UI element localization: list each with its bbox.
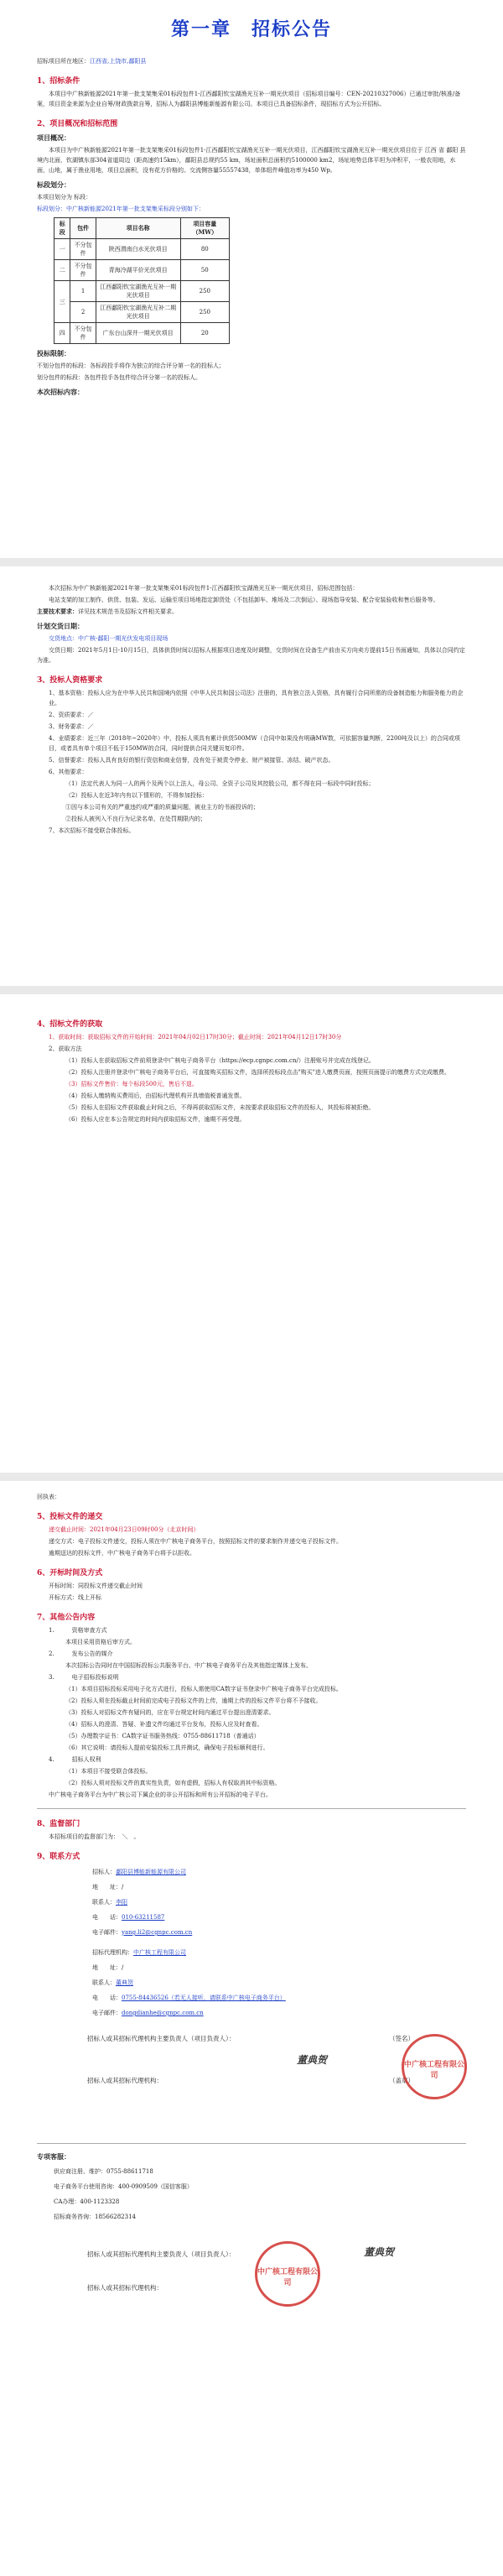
scope-intro: 本次招标为中广核新能源2021年第一批支架集采01标段包件1-江西鄱阳钦宝湖渔光互补一期光伏项目，招标范围包括： [49,585,359,592]
signature-image: 董典贺 [297,2054,328,2066]
col-project: 项目名称 [96,218,180,239]
rule-2: 划分包件的标段：各包件投手各包件综合评分第一名的投标人。 [37,374,201,381]
hotline-3: CA办理：400-1123328 [54,2198,120,2205]
delivery-date: 交货日期：2021年5月1日-10月15日，具体供货时间以招标人根据项目进度及时调整，交货时间在设备生产前由买方向卖方提前15日书面通知，具体以合同约定为准。 [37,647,465,664]
overview-body: 本项目为中广核新能源2021年第一批支架集采01标段包件1-江西鄱阳钦宝湖渔光互补一期光伏项目，江西鄱阳钦宝湖渔光互补一期光伏项目位于 江西 省 鄱阳 县境内北面，钦湖镇东部304省道周边（距高速约15km），鄱阳县总规约55 km，场址面积总面积约5100000 km2，场址地势总体平坦为冲积平，一般农用地，水面，山地，属于渔业用地，项目总面积，没有花方价格的。交流侧容量55557438，单体组件峰值功率为450 Wp。 [37,147,466,174]
plan-heading: 计划交货日期： [37,622,84,630]
region-value: 江西省,上饶市,鄱阳县 [90,58,147,65]
section-3-heading: 3、投标人资格要求 [37,676,103,685]
hotline-4: 招标商务咨询：18566282314 [54,2214,136,2220]
chapter-title: 第一章 招标公告 [170,18,332,40]
receipt-label: 回执表： [37,1494,60,1500]
scope-detail: 电站支架的加工制作、供货、包装、发运、运输至项目场地指定卸货处（不包括卸车、堆场及二次倒运）、现场指导安装、配合安装验收和售后服务等。 [49,597,439,603]
open-time: 开标时间：同投标文件递交截止时间 [49,1583,143,1589]
misc-3b: （2）投标人须在投标截止时间前完成电子投标文件的上传，逾期上传的投标文件平台将不予接收。 [65,1697,322,1704]
signature-line-3: 招标人或其招标代理机构主要负责人（项目负责人）： 董典贺 [87,2246,395,2258]
misc-3c: （3）投标人对招标文件有疑问的，应在平台规定时间内通过平台提出澄清要求。 [65,1709,275,1716]
contact-owner-mail: 电子邮件：yang.li2@cgnpc.com.cn [92,1929,193,1936]
qual-2: 2、资质要求：／ [49,712,94,718]
qual-6: 6、其他要求： [49,769,88,775]
table-row: 三 1 江西鄱阳钦宝湖渔光互补一期光伏项目 250 [54,281,230,302]
get-method-5: （5）投标人在招标文件获取截止时间之后，不得再获取招标文件，未按要求获取招标文件的投标人，其投标将被拒绝。 [65,1104,375,1111]
get-method-3: （3）招标文件售价：每个标段500元，售后不退。 [65,1081,198,1087]
hotline-2: 电子商务平台使用咨询：400-0909509（国信客服） [54,2183,193,2190]
owner-email-link[interactable]: yang.li2@cgnpc.com.cn [122,1929,193,1936]
open-method: 开标方式：线上开标 [49,1594,101,1601]
signature-line-1: 招标人或其招标代理机构主要负责人（项目负责人）： （签名） 董典贺 [87,2035,414,2066]
overview-label: 项目概况： [37,133,70,142]
table-row: 四 不分包件 广东台山深井一期光伏项目 20 [54,323,230,344]
project-region: 招标项目所在地区：江西省,上饶市,鄱阳县 [37,58,147,65]
misc-3e: （5）办理数字证书：CA数字证书服务热线：0755-88611718（普通话） [65,1733,260,1739]
qual-3: 3、财务要求：／ [49,723,94,730]
delivery-place: 交货地点：中广核-鄱阳一期光伏发电项目现场 [49,635,169,642]
contact-agent-tel: 电 话：0755-84436526（若无人接听，请联系中广核电子商务平台） [92,1995,286,2001]
section-7-heading: 7、其他公告内容 [37,1614,96,1622]
get-method-2: （2）投标人注册并登录中广核电子商务平台后，可直接购买招标文件，选择所投标段点击"购买"进入缴费页面，按照页面提示的缴费方式完成缴费。 [65,1069,450,1076]
misc-2: 2. 发布公告的媒介 [49,1650,113,1657]
deadline: 递交截止时间：2021年04月23日09时00分（北京时间） [49,1526,200,1533]
qual-7: 7、本次招标不接受联合体投标。 [49,827,135,834]
qual-6a: （1）法定代表人为同一人的两个及两个以上法人，母公司、全资子公司及其控股公司，都不得在同一标段中同时投标； [65,780,375,787]
contact-agent: 招标代理机构：中广核工程有限公司 [92,1949,186,1956]
section-2-heading: 2、项目概况和招标范围 [37,120,118,128]
misc-5: 中广核电子商务平台为中广核公司下属企业的非公开招标和所有公开招标的电子平台。 [49,1791,272,1798]
document-page-4 [0,1481,503,2576]
misc-3f: （6）其它说明：请投标人提前安装投标工具并测试，确保电子投标顺利进行。 [65,1744,269,1751]
misc-4a: （1）本项目不接受联合体投标。 [65,1768,152,1775]
document-page-2 [0,566,503,986]
misc-4b: （2）投标人须对投标文件的真实性负责，如有虚假，招标人有权取消其中标资格。 [65,1780,281,1786]
table-row: 二 不分包件 青海冷湖平价光伏项目 50 [54,260,230,281]
col-capacity: 项目容量（MW） [180,218,229,239]
misc-4: 4. 招标人权利 [49,1756,101,1763]
table-row: 一 不分包件 陕西渭南白水光伏项目 80 [54,239,230,260]
lot-note: 标段划分：中广核新能源2021年第一批支架集采标段分别如下： [37,206,205,212]
get-time: 1、获取时间：获取招标文件的开始时间：2021年04月02日17时30分；截止时间：2021年04月12日17时30分 [49,1034,342,1040]
contact-agent-person: 联系人：董典贺 [92,1979,133,1986]
late-note: 逾期送达的投标文件，中广核电子商务平台将予以拒收。 [49,1550,195,1557]
lots-table-header [54,218,230,239]
tech-req: 主要技术要求：详见技术规范书及招标文件相关要求。 [37,607,178,615]
misc-3: 3. 电子招标投标说明 [49,1674,119,1681]
qual-4: 4、业绩要求：近三年（2018年~2020年）中，投标人须具有累计供货500MW（合同中如果没有明确MW数，可依据容量判断，2200吨及以上）的合同或项目，或者具有单个项目不低于150MW的合同，同时提供合同关键页复印件。 [49,735,460,752]
table-row: 2 江西鄱阳钦宝湖渔光互补二期光伏项目 250 [54,302,230,323]
qual-6c: ①因与本公司有关的严重违约或严重的质量问题，被业主方的书面投诉的； [65,804,259,811]
col-lot: 标段 [54,218,70,239]
document-page-3 [0,994,503,1473]
misc-1a: 本项目采用资格后审方式。 [65,1639,136,1645]
contact-owner-person: 联系人：李阳 [92,1899,127,1906]
misc-3d: （4）招标人的澄清、答疑、补遗文件均通过平台发布，投标人应及时查看。 [65,1721,263,1728]
contact-agent-mail: 电子邮件：dongdianhe@cgnpc.com.cn [92,2010,204,2016]
qual-5: 5、信誉要求：投标人具有良好的银行资信和商业信誉，没有处于被责令停业、财产被接管、冻结、破产状态。 [49,757,334,764]
signature-line-2: 招标人或其招标代理机构： （盖章） 中广核工程有限公司 [87,2076,466,2135]
hotline-1: 供应商注册、维护：0755-88611718 [54,2168,153,2175]
lots-table [54,217,230,344]
document-page-1 [0,0,503,558]
contact-owner-tel: 电 话：010-63211587 [92,1914,165,1921]
get-method: 2、获取方法 [49,1046,82,1052]
qual-6b: （2）投标人在近3年内有以下情形的，不得参加投标： [65,792,208,799]
supervisor: 本招标项目的监督部门为： ＼ 。 [49,1833,140,1840]
section-1-heading: 1、招标条件 [37,77,80,86]
misc-3a: （1）本项目招标投标采用电子化方式进行，投标人需使用CA数字证书登录中广核电子商务平台完成投标。 [65,1686,342,1692]
company-seal-2: 中广核工程有限公司 [255,2241,320,2307]
signature-image-2: 董典贺 [364,2246,395,2258]
rule-1: 不划分包件的标段：各标段投手将作为独立的综合评分第一名的投标人； [37,362,225,369]
section-8-heading: 8、监督部门 [37,1820,80,1828]
hotline-heading: 专项客服： [37,2152,70,2161]
signature-line-4: 招标人或其招标代理机构： 中广核工程有限公司 [87,2283,466,2317]
get-method-4: （4）投标人缴纳购买费用后，由招标代理机构开具增值税普通发票。 [65,1092,246,1099]
section-5-heading: 5、投标文件的递交 [37,1513,103,1521]
section-9-heading: 9、联系方式 [37,1853,80,1861]
company-seal: 中广核工程有限公司 [402,2034,467,2099]
contact-owner: 招标人：鄱阳县博能新能源有限公司 [92,1869,186,1875]
contact-agent-addr: 地 址：/ [92,1964,124,1971]
col-package: 包件 [70,218,96,239]
get-method-1: （1）投标人在获取招标文件前须登录中广核电子商务平台（https://ecp.cgnpc.com.cn/）注册账号并完成在线登记。 [65,1057,375,1064]
rule-label: 投标限制： [37,349,70,357]
scope-label: 标段划分： [37,180,70,189]
section-4-heading: 4、招标文件的获取 [37,1020,103,1029]
contact-owner-addr: 地 址：/ [92,1884,124,1890]
scope-sub: 本项目划分为 标段： [37,194,92,201]
misc-2a: 本次招标公告同时在中国招标投标公共服务平台、中广核电子商务平台及其他指定媒体上发布。 [65,1662,312,1669]
qual-6d: ②投标人被列入不良行为记录名单，在处罚期限内的； [65,816,206,822]
section-6-heading: 6、开标时间及方式 [37,1569,103,1577]
content-note: 本次招标内容： [37,388,84,396]
section-1-body: 本项目中广核新能源2021年第一批支架集采01标段包件1-江西鄱阳钦宝湖渔光互补一期光伏项目（招标项目编号：CEN-20210327006）已通过审批/核准/备案，项目资金来源为企业自筹/财政拨款自筹，招标人为鄱阳县博能新能源有限公司。本项目已具备招标条件，现招标方式为公开招标。 [37,91,461,107]
agent-email-link[interactable]: dongdianhe@cgnpc.com.cn [122,2010,204,2016]
get-method-6: （6）投标人应在本公告规定的时间内获取招标文件，逾期不再受理。 [65,1116,246,1123]
submit-method: 递交方式：电子投标文件递交，投标人须在中广核电子商务平台，按照招标文件的要求制作并递交电子投标文件。 [49,1538,342,1545]
misc-1: 1. 资格审查方式 [49,1627,107,1634]
qual-1: 1、基本资格：投标人应为在中华人民共和国境内依照《中华人民共和国公司法》注册的，具有独立法人资格，具有履行合同所需的设备制造能力和服务能力的企业。 [49,690,464,707]
